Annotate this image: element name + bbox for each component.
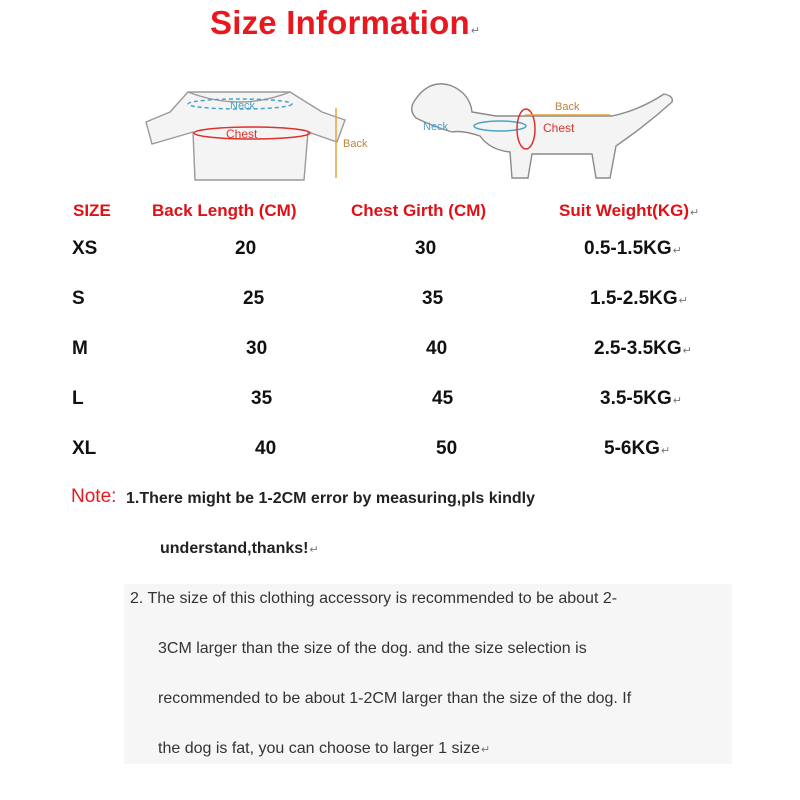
note-label: Note: [71, 486, 117, 507]
cell-weight: 0.5-1.5KG↵ [584, 238, 682, 259]
note-paragraph-line-3: recommended to be about 1-2CM larger than the size of the dog. If [158, 690, 632, 707]
cell-back-length: 40 [255, 438, 277, 459]
cell-back-length: 20 [235, 238, 257, 259]
dog-neck-label: Neck [423, 121, 449, 133]
note-paragraph-line-4: the dog is fat, you can choose to larger 1 size↵ [158, 740, 491, 757]
dog-back-label: Back [555, 101, 580, 113]
header-size: SIZE [73, 201, 111, 220]
cell-size: XS [72, 238, 98, 259]
cell-back-length: 35 [251, 388, 273, 409]
cell-chest-girth: 45 [432, 388, 454, 409]
shirt-neck-label: Neck [230, 100, 256, 112]
header-suit-weight: Suit Weight(KG)↵ [559, 201, 700, 220]
cell-size: S [72, 288, 85, 309]
cell-chest-girth: 50 [436, 438, 458, 459]
note-paragraph-background [124, 584, 732, 764]
dog-chest-label: Chest [543, 121, 575, 135]
cell-weight: 3.5-5KG↵ [600, 388, 683, 409]
note-line-2: understand,thanks!↵ [160, 540, 319, 557]
cell-weight: 1.5-2.5KG↵ [590, 288, 688, 309]
cell-back-length: 25 [243, 288, 265, 309]
cell-chest-girth: 40 [426, 338, 448, 359]
cell-weight: 5-6KG↵ [604, 438, 671, 459]
size-diagram [140, 72, 700, 184]
header-back-length: Back Length (CM) [152, 201, 297, 220]
cell-chest-girth: 35 [422, 288, 444, 309]
page-title: Size Information↵ [210, 4, 481, 41]
cell-back-length: 30 [246, 338, 268, 359]
cell-size: L [72, 388, 84, 409]
cell-chest-girth: 30 [415, 238, 437, 259]
note-paragraph-line-1: 2. The size of this clothing accessory is recommended to be about 2- [130, 590, 618, 607]
cell-size: M [72, 338, 88, 359]
note-paragraph-line-2: 3CM larger than the size of the dog. and the size selection is [158, 640, 587, 657]
cell-size: XL [72, 438, 97, 459]
note-line-1: 1.There might be 1-2CM error by measuring,pls kindly [126, 490, 535, 507]
shirt-back-label: Back [343, 138, 368, 150]
header-chest-girth: Chest Girth (CM) [351, 201, 487, 220]
shirt-chest-label: Chest [226, 127, 258, 141]
cell-weight: 2.5-3.5KG↵ [594, 338, 692, 359]
